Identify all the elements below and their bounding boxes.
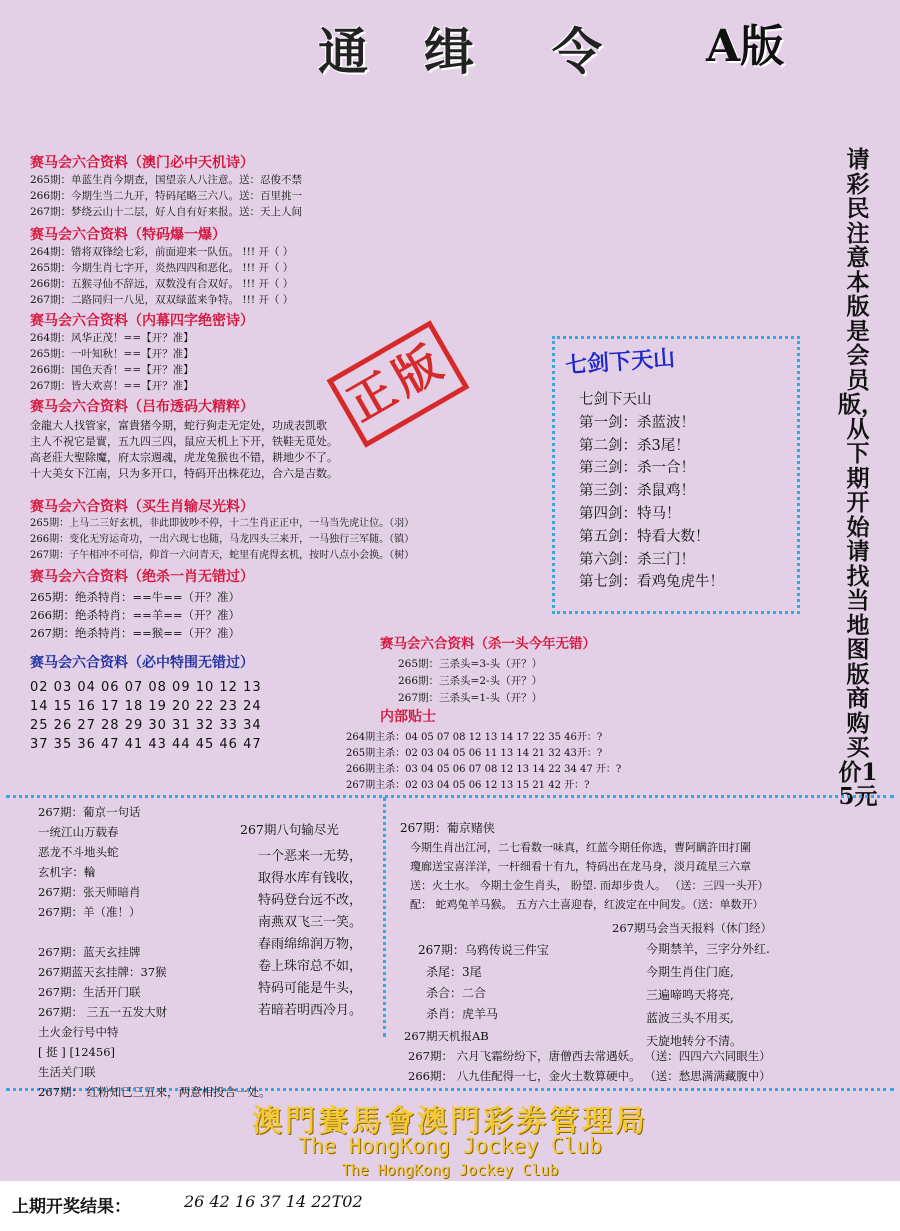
section-title-tema: 赛马会六合资料（特码爆一爆） xyxy=(30,227,226,243)
text-line: 一统江山万载春 xyxy=(38,825,119,839)
sword-line: 第七剑：看鸡兔虎牛！ xyxy=(579,574,724,591)
sword-line: 第二剑：杀3尾！ xyxy=(579,437,690,454)
sword-line: 第三剑：杀鼠鸡！ xyxy=(579,483,695,500)
footer-org-chinese: 澳門賽馬會澳門彩劵管理局 xyxy=(252,1104,648,1139)
result-bar xyxy=(0,1181,900,1231)
section-title-juesha: 赛马会六合资料（绝杀一肖无错过） xyxy=(30,569,254,585)
result-value: 26 42 16 37 14 22T02 xyxy=(184,1192,363,1211)
crow-lines xyxy=(426,962,498,1025)
text-line: 265期主杀：02 03 04 05 06 11 13 14 21 32 43开：? xyxy=(346,748,603,759)
text-line: 267期：梦绕云山十二层，好人自有好来报。送：天上人间 xyxy=(30,206,303,218)
text-line: [ 挺 ] [12456] xyxy=(38,1045,115,1059)
footer-org-english: The HongKong Jockey Club xyxy=(298,1134,602,1158)
edition-label: A版 xyxy=(706,21,785,72)
section-lines-shengxiao xyxy=(30,516,414,564)
crow-title: 267期：乌鸦传说三件宝 xyxy=(418,943,549,957)
text-line: 恶龙不斗地头蛇 xyxy=(38,845,119,859)
text-line: 267期：张天师暗肖 xyxy=(38,885,141,899)
number-row: 37 35 36 47 41 43 44 45 46 47 xyxy=(30,737,262,752)
text-line: 267期： 三五一五发大财 xyxy=(38,1005,168,1019)
bottom-mid-title: 267期八句输尽光 xyxy=(240,822,339,837)
poem-line: 春雨绵绵润万物， xyxy=(258,937,363,952)
section-lines-sizi xyxy=(30,330,194,394)
sword-line: 第五剑：特看大数！ xyxy=(579,528,710,545)
section-title-tewei: 赛马会六合资料（必中特围无错过） xyxy=(30,655,254,671)
text-line: 265期：单蓝生肖今期查，国望亲人八注意。送：忍俊不禁 xyxy=(30,174,303,186)
text-line: 266期：今期生当二九开，特码尾略三六八。送：百里挑一 xyxy=(30,190,303,202)
ab-title: 267期天机报AB xyxy=(404,1029,489,1043)
text-line: 267期：绝杀特肖：==猴==（开？准） xyxy=(30,626,240,640)
text-line: 267期：皆大欢喜！==【开？准】 xyxy=(30,380,194,392)
page-header xyxy=(0,6,900,81)
text-line: 266期：三杀头=2-头（开？） xyxy=(398,675,543,687)
text-line: 267期：葡京一句话 xyxy=(38,805,141,819)
text-line: 蓝波三头不用买, xyxy=(646,1011,734,1025)
text-line: 天旋地转分不清。 xyxy=(646,1034,743,1048)
section-lines-tianji xyxy=(30,172,302,220)
poem-line: 若暗若明西冷月。 xyxy=(258,1003,363,1018)
section-title-lvbu: 赛马会六合资料（吕布透码大精粹） xyxy=(30,399,254,415)
section-lines-tema xyxy=(30,244,293,308)
sword-line: 第四剑：特马！ xyxy=(579,505,681,522)
text-line: 265期：今期生肖七字开，炎热四四和恶化。 !!! 开（ ） xyxy=(30,262,294,274)
text-line: 土火金行号中特 xyxy=(38,1025,119,1039)
text-line: 266期： 八九佳配得一七，金火土数算硬中。 （送：愁思满满藏腹中） xyxy=(408,1069,771,1083)
text-line: 264期：错将双锋绘七彩，前面迎来一队伍。 !!! 开（ ） xyxy=(30,246,294,258)
text-line: 三遍啼鸣天将亮, xyxy=(646,988,734,1002)
text-line: 今期生肖住门庭, xyxy=(646,965,734,979)
sword-line: 第一剑：杀蓝波！ xyxy=(579,414,695,431)
horizontal-divider xyxy=(6,795,894,798)
text-line: 267期：羊（准！） xyxy=(38,905,141,919)
ab-lines xyxy=(408,1046,771,1086)
text-line: 主人不祝它是實，五九四三四，鼠应天机上下开，铁鞋无觅处。 xyxy=(30,435,338,448)
sword-line: 第三剑：杀一合！ xyxy=(579,460,695,477)
poem-line: 特码登台远不改， xyxy=(258,893,363,908)
text-line: 264期：风华正茂！==【开？准】 xyxy=(30,332,194,344)
text-line: 265期：绝杀特肖：==牛==（开？准） xyxy=(30,590,240,604)
text-line: 267期：生活开门联 xyxy=(38,985,141,999)
inside-tips-title: 内部贴士 xyxy=(380,709,436,725)
gamble-lines xyxy=(410,838,768,914)
genuine-stamp: 正版 xyxy=(327,320,470,448)
inside-tips-lines xyxy=(346,730,621,794)
text-line: 267期： 六月飞霜纷纷下，唐僧西去常遇妖。 （送：四四六六同眼生） xyxy=(408,1049,771,1063)
text-line: 267期： 红粉知己三五来，两意相投合一处。 xyxy=(38,1085,271,1099)
bottom-left-panel xyxy=(38,802,271,1102)
sword-line: 第六剑：杀三门！ xyxy=(579,551,695,568)
section-title-shengxiao: 赛马会六合资料（买生肖输尽光料） xyxy=(30,499,254,515)
text-line: 267期：三杀头=1-头（开？） xyxy=(398,692,543,704)
text-line: 配： 蛇鸡兔羊马猴。 五方六土喜迎春，红波定在中间发。（送：单数开） xyxy=(410,898,764,911)
section-title-sizi: 赛马会六合资料（内幕四字绝密诗） xyxy=(30,313,254,329)
text-line: 今期禁羊，三字分外红. xyxy=(646,942,770,956)
text-line: 265期：三杀头=3-头（开？） xyxy=(398,658,543,670)
poem-line: 卷上珠帘总不如， xyxy=(258,959,363,974)
text-line: 杀尾：3尾 xyxy=(426,965,482,979)
text-line: 266期主杀：03 04 05 06 07 08 12 13 14 22 34 47 开：? xyxy=(346,764,622,775)
text-line: 送：火土水。 今期土金生肖头， 盼望. 而却步贵人。 （送：三四一头开） xyxy=(410,879,769,892)
text-line: 267期蓝天玄挂牌：37猴 xyxy=(38,965,167,979)
title-char-2: 缉 xyxy=(424,23,474,81)
number-row: 14 15 16 17 18 19 20 22 23 24 xyxy=(30,699,262,714)
vertical-divider xyxy=(383,797,386,1037)
text-line: 金龍大人找管家，富貴猪今期，蛇行狗走无定处，功成表凯歌 xyxy=(30,419,327,432)
text-line: 267期：二路同归一八见，双双绿蓝来争特。 !!! 开（ ） xyxy=(30,294,294,306)
text-line: 今期生肖出江河，二七看数一味真，红蓝今期任你选，曹阿瞒許田打圍 xyxy=(410,841,751,854)
text-line: 266期：绝杀特肖：==羊==（开？准） xyxy=(30,608,240,622)
seven-swords-list xyxy=(579,389,724,594)
section-lines-juesha xyxy=(30,588,240,642)
text-line: 高老莊大聖除魔，府太宗週魂，虎龙兔猴也不错，耕地少不了。 xyxy=(30,451,338,464)
text-line xyxy=(38,922,271,942)
poem-line: 南燕双飞三一笑。 xyxy=(258,915,363,930)
text-line: 生活关门联 xyxy=(38,1065,96,1079)
number-grid xyxy=(30,678,262,754)
section-title-shatou: 赛马会六合资料（杀一头今年无错） xyxy=(380,636,596,652)
title-char-3: 令 xyxy=(552,23,602,81)
text-line: 266期：变化无穷运奇功，一出六现七也随，马龙四头三来开，一马独行三军随。（镇） xyxy=(30,534,415,545)
text-line: 267期：子午相冲不可信，仰首一六问青天，蛇里有虎得玄机，按时八点小会换。（树） xyxy=(30,550,415,561)
text-line: 杀合：二合 xyxy=(426,986,487,1000)
text-line: 瓊廊送宝喜洋洋，一杆细看十有九，特码出在龙马身，淡月疏星三六章 xyxy=(410,860,751,873)
seven-swords-box xyxy=(552,336,800,614)
bottom-mid-poem xyxy=(258,846,362,1022)
text-line: 玄机字：輪 xyxy=(38,865,96,879)
section-lines-lvbu xyxy=(30,418,338,482)
poem-line: 特码可能是牛头， xyxy=(258,981,363,996)
text-line: 265期：一叶知秋！==【开？准】 xyxy=(30,348,194,360)
text-line: 杀肖：虎羊马 xyxy=(426,1007,499,1021)
text-line: 267期：蓝天玄挂牌 xyxy=(38,945,141,959)
seven-swords-logo: 七剑下天山 xyxy=(564,346,676,379)
poem-line: 一个恶来一无势， xyxy=(258,849,363,864)
number-row: 25 26 27 28 29 30 31 32 33 34 xyxy=(30,718,262,733)
gamble-title: 267期：葡京赌侠 xyxy=(400,821,495,835)
poem-line: 取得水库有钱收， xyxy=(258,871,363,886)
section-title-tianji: 赛马会六合资料（澳门必中天机诗） xyxy=(30,155,254,171)
text-line: 267期主杀：02 03 04 05 06 12 13 15 21 42 开：? xyxy=(346,780,590,791)
text-line: 266期：五猴寻仙不辞远，双数没有合双好。 !!! 开（ ） xyxy=(30,278,294,290)
footer-org-english-small: The HongKong Jockey Club xyxy=(341,1161,559,1179)
tianbao-lines xyxy=(646,938,770,1053)
vertical-notice: 请彩民注意本版是会员版，从下期开始请找当地图版商购买价15元 xyxy=(838,146,884,810)
text-line: 266期：国色天香！==【开？准】 xyxy=(30,364,194,376)
title-char-1: 通 xyxy=(318,23,368,81)
sword-line: 七剑下天山 xyxy=(579,392,652,408)
section-lines-shatou xyxy=(398,656,542,707)
text-line: 265期：上马二三好玄机，非此即彼吵不停，十二生肖正正中，一马当先虎让位。（羽） xyxy=(30,518,415,529)
number-row: 02 03 04 06 07 08 09 10 12 13 xyxy=(30,680,262,695)
text-line: 十大美女下江南，只为多开口，特码开出株花边，合六是吉数。 xyxy=(30,467,338,480)
tianbao-title: 267期马会当天报料（休门经） xyxy=(612,921,772,935)
text-line: 264期主杀：04 05 07 08 12 13 14 17 22 35 46开：? xyxy=(346,732,603,743)
result-label: 上期开奖结果： xyxy=(12,1197,131,1217)
